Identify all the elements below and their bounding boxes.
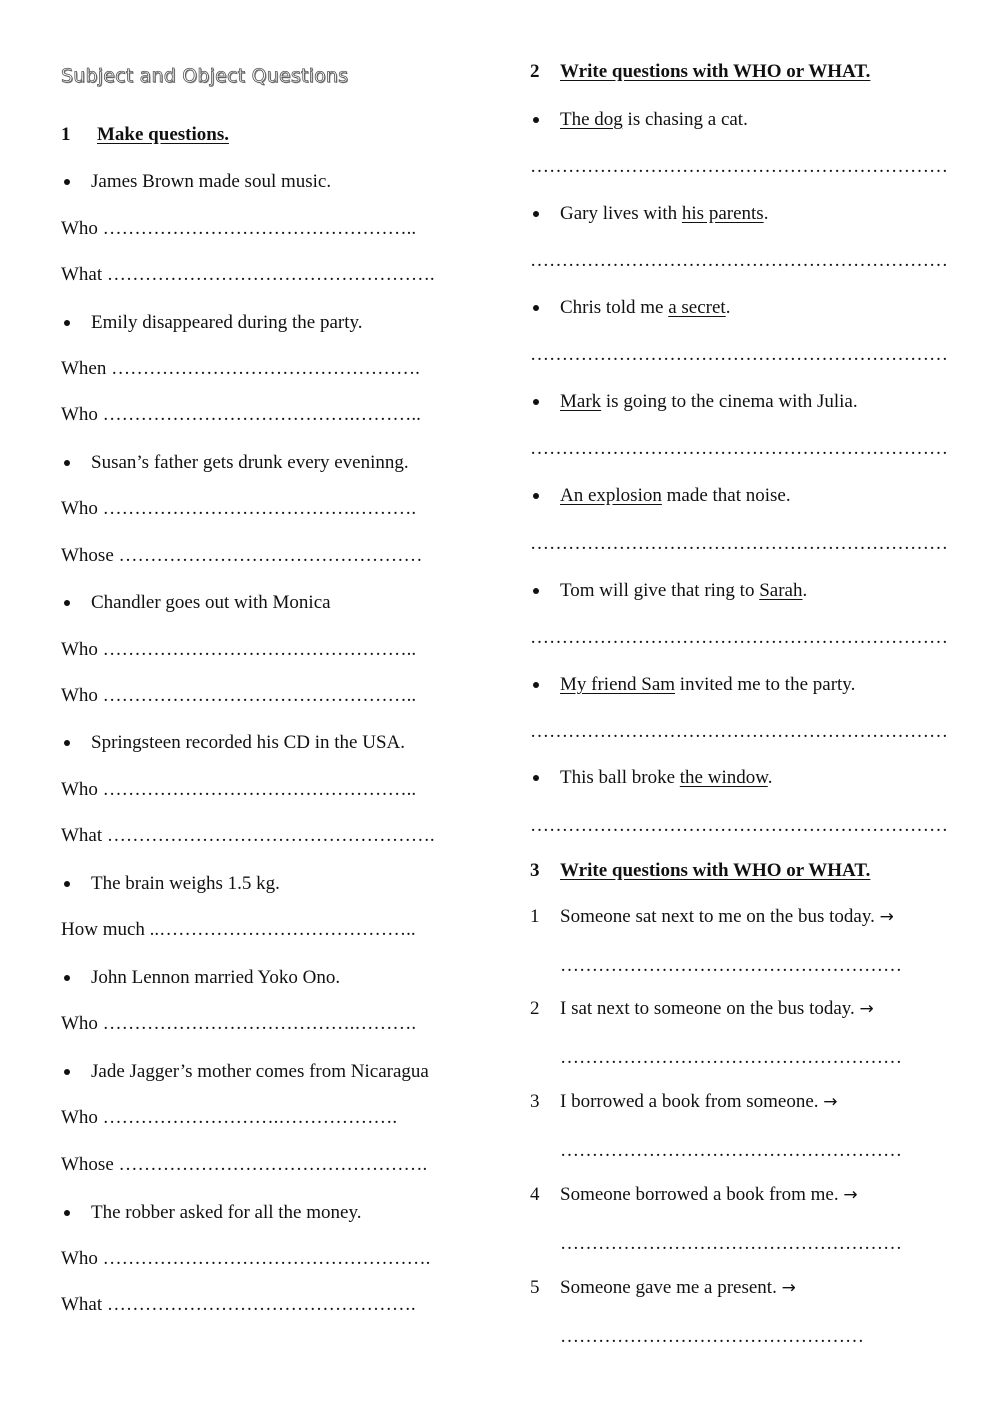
sentence-text: I borrowed a book from someone. [560,1091,824,1112]
answer-prompt[interactable]: Whose …………………………………………. [61,1154,428,1175]
item-number: 2 [530,998,540,1019]
answer-line[interactable]: ………………………………………………………… [530,250,948,271]
answer-line[interactable]: ………………………………………… [560,1326,864,1347]
item-number: 1 [530,906,540,927]
answer-line[interactable]: ……………………………………………… [560,955,902,976]
underlined-part: a secret [668,297,726,318]
section-1-number: 1 [61,124,71,145]
answer-line[interactable]: ………………………………………………………… [530,438,948,459]
sentence-text: Gary lives with [560,203,682,224]
sentence-text: This ball broke [560,767,680,788]
sentence-text: invited me to the party. [675,674,856,695]
exercise-sentence [530,485,791,507]
numbered-sentence [530,1277,796,1299]
answer-prompt[interactable]: What ……………………………………………. [61,264,435,285]
sentence-text: Someone sat next to me on the bus today. [560,906,880,927]
arrow-right-icon: → [859,999,874,1019]
section-1-heading [61,124,229,146]
answer-line[interactable]: ……………………………………………… [560,1233,902,1254]
arrow-right-icon: → [879,907,894,927]
exercise-sentence [530,203,768,225]
underlined-part: his parents [681,203,764,224]
answer-line[interactable]: ………………………………………………………… [530,627,948,648]
answer-line[interactable]: ………………………………………………………… [530,156,948,177]
exercise-sentence [530,767,772,789]
arrow-right-icon: → [781,1278,796,1298]
answer-prompt[interactable]: When …………………………………………. [61,358,420,379]
exercise-sentence: Emily disappeared during the party. [61,312,363,334]
answer-line[interactable]: ………………………………………………………… [530,344,948,365]
exercise-sentence [530,674,855,696]
exercise-sentence: James Brown made soul music. [61,171,331,193]
sentence-text: . [767,767,773,788]
worksheet-title: Subject and Object Questions [61,65,349,87]
underlined-part: Mark [560,391,602,412]
section-3-title: Write questions with WHO or WHAT. [560,860,871,881]
answer-prompt[interactable]: Who ………………………………………….. [61,218,417,239]
underlined-part: Sarah [759,580,803,601]
exercise-sentence [530,391,858,413]
underlined-part: The dog [560,109,623,130]
answer-prompt[interactable]: Who ……………………….………………. [61,1107,398,1128]
sentence-text: . [763,203,769,224]
exercise-sentence [530,109,748,131]
answer-prompt[interactable]: Who ……………………………………………. [61,1248,431,1269]
answer-line[interactable]: ………………………………………………………… [530,815,948,836]
answer-prompt[interactable]: Whose ………………………………………… [61,545,423,566]
answer-line[interactable]: ………………………………………………………… [530,533,948,554]
underlined-part: My friend Sam [560,674,676,695]
numbered-sentence [530,1184,858,1206]
answer-line[interactable]: ……………………………………………… [560,1047,902,1068]
answer-prompt[interactable]: What …………………………………………. [61,1294,416,1315]
sentence-text: Someone borrowed a book from me. [560,1184,844,1205]
exercise-sentence [530,580,807,602]
sentence-text: I sat next to someone on the bus today. [560,998,860,1019]
sentence-text: Tom will give that ring to [560,580,760,601]
arrow-right-icon: → [823,1092,838,1112]
exercise-sentence [530,297,730,319]
answer-prompt[interactable]: Who ………………………………………….. [61,685,417,706]
answer-prompt[interactable]: Who ………………………………………….. [61,779,417,800]
sentence-text: . [725,297,731,318]
numbered-sentence [530,906,894,928]
section-1-title: Make questions. [97,124,229,145]
sentence-text: Chris told me [560,297,669,318]
sentence-text: is going to the cinema with Julia. [601,391,858,412]
section-3-number: 3 [530,860,540,881]
numbered-sentence [530,1091,838,1113]
answer-line[interactable]: ……………………………………………… [560,1140,902,1161]
sentence-text: is chasing a cat. [622,109,748,130]
answer-prompt[interactable]: How much ..………………………………….. [61,919,416,940]
sentence-text: made that noise. [661,485,791,506]
exercise-sentence: The brain weighs 1.5 kg. [61,873,280,895]
section-3-heading [530,860,870,882]
underlined-part: the window [679,767,768,788]
answer-prompt[interactable]: Who ………………………………….………. [61,1013,417,1034]
answer-prompt[interactable]: Who ………………………………….……….. [61,404,421,425]
item-number: 4 [530,1184,540,1205]
exercise-sentence: Jade Jagger’s mother comes from Nicaragua [61,1061,429,1083]
exercise-sentence: The robber asked for all the money. [61,1202,361,1224]
answer-prompt[interactable]: What ……………………………………………. [61,825,435,846]
answer-prompt[interactable]: Who ………………………………………….. [61,639,417,660]
sentence-text: Someone gave me a present. [560,1277,782,1298]
item-number: 3 [530,1091,540,1112]
numbered-sentence [530,998,874,1020]
answer-prompt[interactable]: Who ………………………………….………. [61,498,417,519]
exercise-sentence: John Lennon married Yoko Ono. [61,967,340,989]
section-2-heading [530,61,870,83]
sentence-text: . [802,580,808,601]
answer-line[interactable]: ………………………………………………………… [530,721,948,742]
item-number: 5 [530,1277,540,1298]
arrow-right-icon: → [843,1185,858,1205]
exercise-sentence: Chandler goes out with Monica [61,592,331,614]
exercise-sentence: Springsteen recorded his CD in the USA. [61,732,405,754]
section-2-title: Write questions with WHO or WHAT. [560,61,871,82]
section-2-number: 2 [530,61,540,82]
exercise-sentence: Susan’s father gets drunk every eveninng. [61,452,409,474]
underlined-part: An explosion [560,485,662,506]
